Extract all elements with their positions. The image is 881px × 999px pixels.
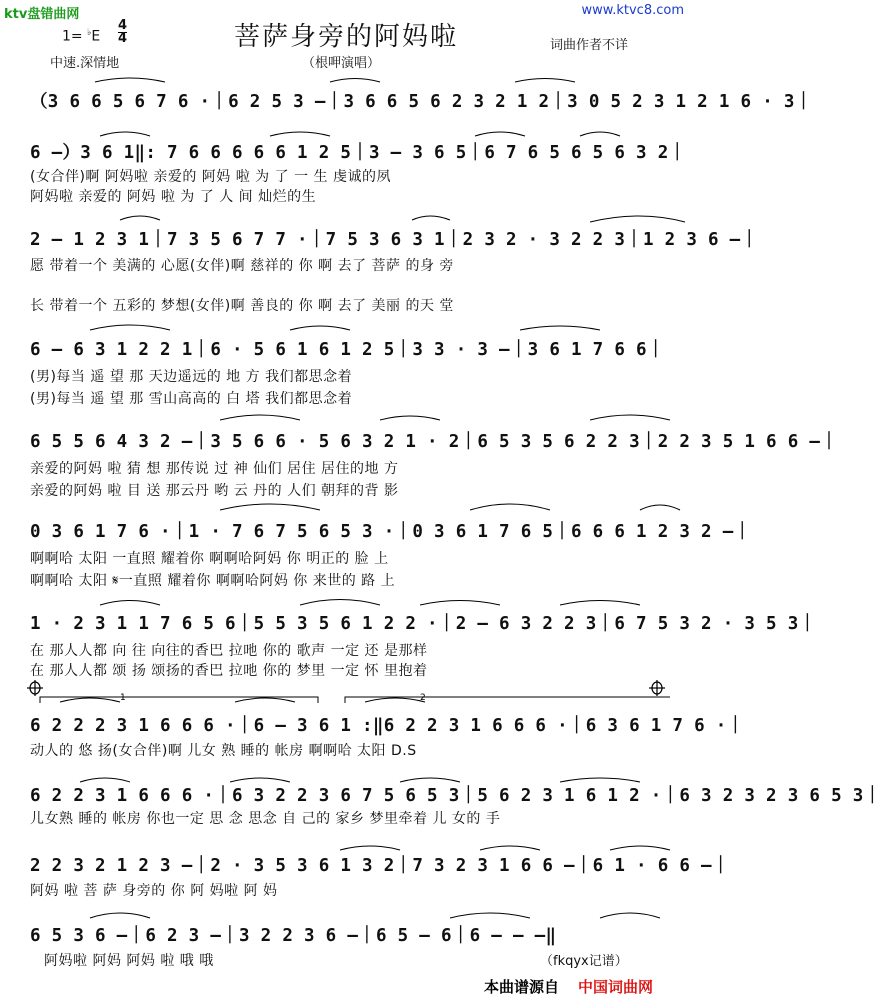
system-4-notes: 6 – 6 3 1 2 2 1｜6 · 5 6 1 6 1 2 5｜3 3 · 3 –｜3 6 1 7 6 6｜ (30, 340, 665, 360)
credits: 词曲作者不详 (550, 38, 629, 53)
page-title: 菩萨身旁的阿妈啦 (233, 22, 458, 52)
source-site-link[interactable]: 中国词曲网 (578, 978, 654, 996)
source-label: 本曲谱源自 (484, 978, 560, 996)
watermark-left[interactable]: ktv盘错曲网 (4, 7, 80, 22)
transcriber-credit: （fkqyx记谱） (540, 954, 628, 969)
key-signature: 1= ♭E (62, 28, 101, 45)
system-7-notes: 1 · 2 3 1 1 7 6 5 6｜5 5 3 5 6 1 2 2 ·｜2 – 6 3 2 2 3｜6 7 5 3 2 · 3 5 3｜ (30, 614, 817, 634)
volta-1-label: 1 (120, 693, 126, 703)
system-5-notes: 6 5 5 6 4 3 2 –｜3 5 6 6 · 5 6 3 2 1 · 2｜6 5 3 5 6 2 2 3｜2 2 3 5 1 6 6 –｜ (30, 432, 839, 452)
watermark-right[interactable]: www.ktvc8.com (581, 3, 684, 18)
system-10-lyric-1: 阿妈 啦 菩 萨 身旁的 你 阿 妈啦 阿 妈 (30, 883, 278, 899)
system-7-lyric-1: 在 那人人都 向 往 向往的香巴 拉吔 你的 歌声 一定 还 是那样 (30, 643, 428, 659)
system-11-lyric-1: 阿妈啦 阿妈 阿妈 啦 哦 哦 (44, 953, 214, 969)
system-7-lyric-2: 在 那人人都 颂 扬 颂扬的香巴 拉吔 你的 梦里 一定 怀 里抱着 (30, 663, 428, 679)
system-5-lyric-2: 亲爱的阿妈 啦 目 送 那云丹 哟 云 丹的 人们 朝拜的背 影 (30, 483, 399, 499)
system-5-lyric-1: 亲爱的阿妈 啦 猜 想 那传说 过 神 仙们 居住 居住的地 方 (30, 461, 399, 477)
system-2-notes: 6 –）3 6 1‖: 7 6 6 6 6 6 1 2 5｜3 – 3 6 5｜6 7 6 5 6 5 6 3 2｜ (30, 143, 687, 163)
system-2-lyric-2: 阿妈啦 亲爱的 阿妈 啦 为 了 人 间 灿烂的生 (30, 189, 317, 205)
system-9-notes: 6 2 2 3 1 6 6 6 ·｜6 3 2 2 3 6 7 5 6 5 3｜5 6 2 3 1 6 1 2 ·｜6 3 2 3 2 3 6 5 3｜ (30, 786, 881, 806)
volta-2-label: 2 (420, 693, 426, 703)
system-4-lyric-1: (男)每当 遥 望 那 天边遥远的 地 方 我们都思念着 (30, 369, 353, 385)
system-8-notes: 6 2 2 2 3 1 6 6 6 ·｜6 – 3 6 1 :‖6 2 2 3 1 6 6 6 ·｜6 3 6 1 7 6 ·｜ (30, 716, 745, 736)
system-3-lyric-1: 愿 带着一个 美满的 心愿(女伴)啊 慈祥的 你 啊 去了 菩萨 的身 旁 (30, 258, 454, 274)
system-6-lyric-1: 啊啊哈 太阳 一直照 耀着你 啊啊哈阿妈 你 明正的 脸 上 (30, 551, 389, 567)
system-9-lyric-1: 儿女熟 睡的 帐房 你也一定 思 念 思念 自 己的 家乡 梦里牵着 儿 女的 手 (30, 811, 501, 827)
system-11-notes: 6 5 3 6 –｜6 2 3 –｜3 2 2 3 6 –｜6 5 – 6｜6 – – –‖ (30, 926, 557, 946)
system-2-lyric-1: (女合伴)啊 阿妈啦 亲爱的 阿妈 啦 为 了 一 生 虔诚的夙 (30, 169, 391, 185)
system-6-notes: 0 3 6 1 7 6 ·｜1 · 7 6 7 5 6 5 3 ·｜0 3 6 1 7 6 5｜6 6 6 1 2 3 2 –｜ (30, 522, 752, 542)
system-3-lyric-2: 长 带着一个 五彩的 梦想(女伴)啊 善良的 你 啊 去了 美丽 的天 堂 (30, 298, 454, 314)
system-10-notes: 2 2 3 2 1 2 3 –｜2 · 3 5 3 6 1 3 2｜7 3 2 3 1 6 6 –｜6 1 · 6 6 –｜ (30, 856, 730, 876)
time-signature: 4 4 (118, 18, 128, 46)
tempo-marking: 中速.深情地 (50, 56, 120, 71)
system-4-lyric-2: (男)每当 遥 望 那 雪山高高的 白 塔 我们都思念着 (30, 391, 353, 407)
system-3-notes: 2 – 1 2 3 1｜7 3 5 6 7 7 ·｜7 5 3 6 3 1｜2 3 2 · 3 2 2 3｜1 2 3 6 –｜ (30, 230, 759, 250)
system-8-lyric-1: 动人的 悠 扬(女合伴)啊 儿女 熟 睡的 帐房 啊啊哈 太阳 D.S (30, 743, 417, 759)
performer: （根呷演唱） (302, 56, 381, 71)
system-6-lyric-2: 啊啊哈 太阳 𝄋一直照 耀着你 啊啊哈阿妈 你 来世的 路 上 (30, 573, 396, 589)
system-1-notes: （3 6 6 5 6 7 6 ·｜6 2 5 3 –｜3 6 6 5 6 2 3 2 1 2｜3 0 5 2 3 1 2 1 6 · 3｜ (30, 92, 813, 112)
